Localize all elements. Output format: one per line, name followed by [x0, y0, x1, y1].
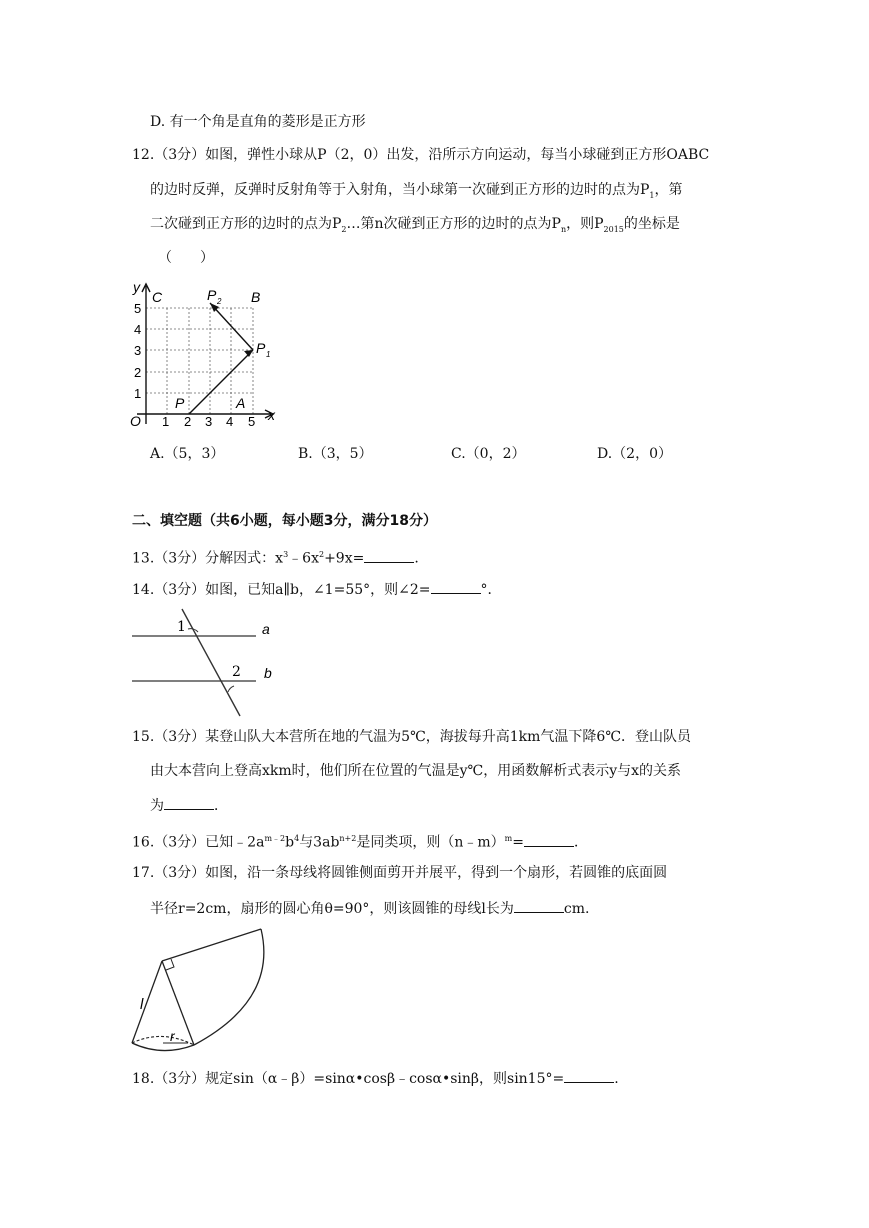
q12-text3a: 二次碰到正方形的边时的点为P — [150, 216, 342, 232]
q12-sub2: 2 — [341, 224, 347, 234]
q16-sup: n+2 — [339, 834, 357, 843]
q12-option-a: A.（5，3） — [150, 446, 225, 462]
q12-text1: （3分）如图，弹性小球从P（2，0）出发，沿所示方向运动，每当小球碰到正方形OABC — [154, 147, 710, 163]
q12-option-d: D.（2，0） — [597, 446, 672, 462]
q13-sup: 3 — [283, 550, 289, 559]
point-p2-sub: 2 — [217, 297, 222, 306]
q14-text: （3分）如图，已知a∥b，∠1=55°，则∠2= — [154, 582, 431, 598]
q17-end: cm. — [563, 901, 590, 917]
q17-blank[interactable] — [514, 898, 564, 913]
q12-coordinate-figure — [125, 278, 285, 430]
q12-option-c: C.（0，2） — [451, 446, 526, 462]
q13-sup: 2 — [318, 550, 325, 559]
point-c-label: C — [152, 289, 163, 305]
q12-option-b: B.（3，5） — [298, 446, 373, 462]
q15-blank[interactable] — [164, 795, 214, 810]
q16-text: b — [285, 834, 295, 851]
point-p-label: P — [175, 395, 185, 411]
q12-text2-end: ，第 — [654, 182, 683, 198]
q17-line1 — [132, 863, 667, 883]
origin-label: O — [130, 413, 141, 429]
xtick: 2 — [184, 414, 192, 429]
q14-parallel-lines-figure — [130, 606, 280, 718]
ytick: 4 — [134, 322, 142, 337]
q18-text: （3分）规定sin（α﹣β）=sinα•cosβ﹣cosα•sinβ，则sin15°= — [154, 1071, 565, 1087]
q14-line — [132, 579, 502, 600]
q18-line — [132, 1068, 619, 1089]
q13-text: ﹣6x — [288, 550, 319, 567]
x-axis-label: x — [268, 407, 275, 423]
q17-cone-sector-figure — [128, 925, 273, 1060]
ytick: 2 — [134, 365, 142, 380]
q17-number: 17. — [132, 865, 155, 881]
q17-text2: 半径r=2cm，扇形的圆心角θ=90°，则该圆锥的母线l长为 — [150, 901, 514, 917]
q15-line3 — [150, 795, 228, 816]
q12-text3b: …第n次碰到正方形的边时的点为P — [346, 216, 561, 232]
q12-line4: （ ） — [158, 250, 214, 266]
q13-end: . — [414, 550, 419, 567]
ytick: 1 — [134, 386, 142, 401]
q13-text: +9x= — [324, 550, 365, 567]
q12-text2: 的边时反弹，反弹时反射角等于入射角，当小球第一次碰到正方形的边时的点为P — [150, 182, 650, 198]
q13-text: （3分）分解因式：x — [154, 550, 284, 567]
q16-sup: m — [504, 834, 513, 843]
q12-text3d: 的坐标是 — [623, 216, 680, 232]
q18-blank[interactable] — [564, 1068, 614, 1083]
q15-line1 — [132, 727, 691, 747]
q12-subn: n — [560, 224, 567, 234]
q15-number: 15. — [132, 729, 155, 745]
point-p1-sub: 1 — [266, 350, 271, 359]
q17-line2 — [150, 898, 589, 919]
point-p1-label: P — [256, 340, 266, 356]
q12-line2 — [150, 180, 683, 206]
angle-1-label: 1 — [177, 619, 186, 635]
xtick: 4 — [226, 414, 234, 429]
line-b-label: b — [264, 665, 272, 681]
q15-text1: （3分）某登山队大本营所在地的气温为5℃，海拔每升高1km气温下降6℃．登山队员 — [154, 729, 691, 745]
q15-end: ． — [214, 798, 228, 814]
q16-sup: 4 — [294, 834, 300, 843]
q15-text3: 为 — [150, 798, 164, 814]
q16-end: ． — [573, 834, 588, 851]
q12-text3c: ，则P — [566, 216, 604, 232]
point-b-label: B — [251, 289, 261, 305]
q16-text: 是同类项，则（n﹣m） — [356, 834, 505, 851]
q17-text1: （3分）如图，沿一条母线将圆锥侧面剪开并展平，得到一个扇形，若圆锥的底面圆 — [154, 865, 668, 881]
q13-line — [132, 545, 419, 569]
y-axis-label: y — [133, 279, 140, 295]
q18-end: . — [614, 1071, 619, 1087]
slant-height-label: l — [140, 996, 144, 1013]
q14-end: °． — [480, 582, 502, 598]
q12-number: 12. — [132, 147, 155, 163]
point-a-label: A — [236, 395, 246, 411]
q16-text: = — [512, 834, 524, 851]
q16-text: （3分）已知﹣2a — [154, 834, 265, 851]
q11-option-d: D. 有一个角是直角的菱形是正方形 — [150, 114, 366, 130]
q16-sup: m﹣2 — [264, 834, 286, 843]
q12-line1 — [132, 145, 709, 165]
q12-sub1: 1 — [649, 190, 655, 200]
q14-number: 14. — [132, 582, 155, 598]
xtick: 1 — [162, 414, 170, 429]
q12-line3 — [150, 214, 680, 240]
xtick: 3 — [205, 414, 213, 429]
point-p2-label: P — [207, 287, 217, 303]
q13-number: 13. — [132, 550, 155, 567]
q12-sub2015: 2015 — [603, 224, 624, 234]
q16-text: 与3ab — [299, 834, 340, 851]
section-heading: 二、填空题（共6小题，每小题3分，满分18分） — [132, 513, 437, 529]
ytick: 3 — [134, 343, 142, 358]
radius-label: r — [170, 1028, 175, 1044]
q15-line2: 由大本营向上登高xkm时，他们所在位置的气温是y℃，用函数解析式表示y与x的关系 — [150, 763, 682, 779]
q18-number: 18. — [132, 1071, 155, 1087]
xtick: 5 — [248, 414, 256, 429]
q13-blank[interactable] — [364, 548, 414, 563]
ytick: 5 — [134, 301, 142, 316]
line-a-label: a — [262, 621, 270, 637]
q16-number: 16. — [132, 834, 155, 851]
angle-2-label: 2 — [232, 664, 241, 680]
q14-blank[interactable] — [431, 579, 481, 594]
q16-blank[interactable] — [524, 832, 574, 847]
q16-line — [132, 829, 588, 853]
